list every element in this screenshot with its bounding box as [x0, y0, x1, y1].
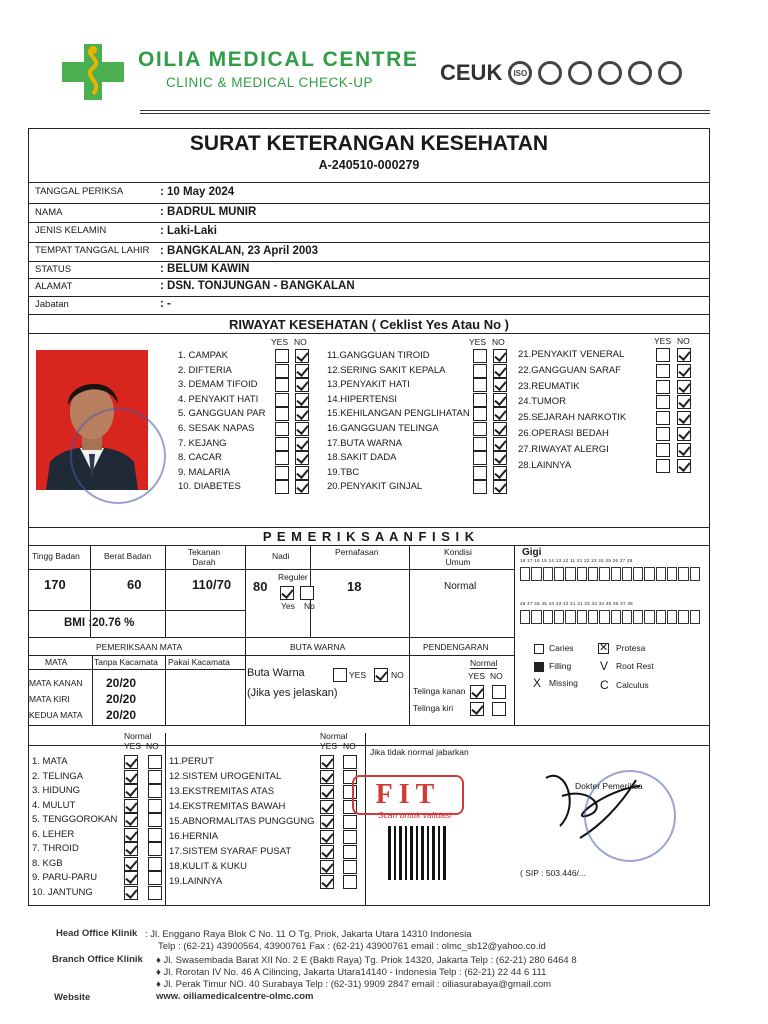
clinic-logo-icon	[60, 40, 126, 104]
yes-checkbox[interactable]	[473, 364, 487, 378]
head-office-label: Head Office Klinik	[56, 928, 138, 939]
clinic-name: OILIA MEDICAL CENTRE	[138, 48, 419, 71]
calculus-label: Calculus	[616, 680, 649, 690]
condition-header: Kondisi Umum	[444, 547, 472, 567]
organ-col2-no: NO	[343, 741, 356, 751]
bmi-value: BMI :20.76 %	[64, 617, 135, 629]
lower-teeth-numbers: 48 47 46 45 44 43 42 41 31 32 33 34 35 36 37 38	[520, 601, 633, 606]
calculus-symbol: C	[600, 678, 609, 692]
item-label: 4. PENYAKIT HATI	[178, 393, 259, 405]
field-label: TEMPAT TANGGAL LAHIR	[35, 245, 150, 256]
pulse-value: 80	[253, 579, 268, 594]
certification-logos	[440, 58, 682, 88]
item-label: 9. PARU-PARU	[32, 872, 98, 883]
color-blind-yes-label: YES	[349, 670, 367, 680]
yes-checkbox[interactable]	[124, 886, 138, 900]
eye-row-label: KEDUA MATA	[29, 710, 83, 720]
no-checkbox[interactable]	[295, 407, 309, 421]
no-checkbox[interactable]	[148, 871, 162, 885]
no-checkbox[interactable]	[148, 799, 162, 813]
eye-row-value: 20/20	[106, 692, 137, 706]
pulse-header: Nadi	[272, 551, 290, 561]
color-blind-no-label: NO	[391, 670, 404, 680]
eye-row-label: MATA KIRI	[29, 694, 70, 704]
abnormal-note: Jika tidak normal jabarkan	[370, 747, 469, 757]
field-label: JENIS KELAMIN	[35, 225, 107, 236]
field-value: : -	[160, 298, 171, 310]
no-checkbox[interactable]	[295, 422, 309, 436]
field-label: TANGGAL PERIKSA	[35, 186, 124, 197]
regular-label: Reguler	[278, 572, 308, 582]
item-label: 15.ABNORMALITAS PUNGGUNG	[169, 816, 315, 827]
doc-number: A-240510-000279	[318, 158, 420, 172]
field-label: STATUS	[35, 264, 72, 275]
hearing-header: PENDENGARAN	[423, 642, 489, 652]
regular-yes-label: Yes	[281, 601, 295, 611]
field-label: Jabatan	[35, 299, 69, 310]
yes-checkbox[interactable]	[473, 422, 487, 436]
no-checkbox[interactable]	[148, 755, 162, 769]
item-label: 10. JANTUNG	[32, 886, 93, 898]
yes-checkbox[interactable]	[320, 800, 334, 814]
organ-col2-normal: Normal	[320, 731, 348, 741]
item-label: 17.BUTA WARNA	[327, 437, 402, 449]
yes-checkbox[interactable]	[320, 860, 334, 874]
no-checkbox[interactable]	[295, 451, 309, 465]
item-label: 3. HIDUNG	[32, 785, 81, 796]
yes-checkbox[interactable]	[124, 784, 138, 798]
eye-col-header: MATA	[45, 657, 68, 667]
eye-exam-header: PEMERIKSAAN MATA	[96, 642, 183, 652]
no-checkbox[interactable]	[343, 875, 357, 889]
root-rest-symbol: V	[600, 659, 609, 673]
item-label: 12.SERING SAKIT KEPALA	[327, 364, 446, 376]
caries-label: Caries	[549, 643, 574, 653]
yes-checkbox[interactable]	[124, 813, 138, 827]
history-title: RIWAYAT KESEHATAN ( Ceklist Yes Atau No )	[228, 317, 510, 332]
color-blind-no-checkbox[interactable]	[374, 668, 388, 682]
yes-checkbox[interactable]	[473, 466, 487, 480]
physical-exam-title: P E M E R I K S A A N F I S I K	[262, 529, 476, 544]
yes-checkbox[interactable]	[473, 480, 487, 494]
eye-row-value: 20/20	[106, 708, 137, 722]
item-label: 5. GANGGUAN PAR	[178, 408, 266, 420]
right-ear-label: Telinga kanan	[413, 686, 466, 696]
item-label: 8. CACAR	[178, 452, 222, 464]
scan-note: Scan untuk validasi	[378, 810, 452, 820]
item-label: 27.RIWAYAT ALERGI	[518, 443, 609, 455]
yes-checkbox[interactable]	[473, 349, 487, 363]
doctor-stamp	[584, 770, 676, 862]
yes-checkbox[interactable]	[320, 845, 334, 859]
organ-col1-normal: Normal	[124, 731, 152, 741]
item-label: 22.GANGGUAN SARAF	[518, 364, 621, 376]
item-label: 4. MULUT	[32, 799, 76, 811]
with-glasses-header: Pakai Kacamata	[168, 657, 230, 667]
yes-checkbox[interactable]	[473, 378, 487, 392]
item-label: 14.EKSTREMITAS BAWAH	[169, 801, 286, 812]
field-label: NAMA	[35, 207, 63, 218]
no-checkbox[interactable]	[677, 380, 691, 394]
field-value: : BANGKALAN, 23 April 2003	[160, 245, 319, 257]
no-checkbox[interactable]	[493, 437, 507, 451]
no-checkbox[interactable]	[295, 480, 309, 494]
yes-checkbox[interactable]	[124, 842, 138, 856]
height-header: Tingg Badan	[32, 551, 80, 561]
fit-stamp: FIT	[352, 775, 464, 815]
item-label: 23.REUMATIK	[518, 380, 580, 392]
no-checkbox[interactable]	[493, 422, 507, 436]
gear-cert-icon	[538, 61, 562, 85]
item-label: 16.HERNIA	[169, 831, 219, 842]
item-label: 21.PENYAKIT VENERAL	[518, 349, 625, 360]
filling-swatch	[534, 662, 544, 672]
field-value: : BADRUL MUNIR	[160, 206, 257, 218]
organ-col2-yes: YES	[320, 741, 338, 751]
item-label: 3. DEMAM TIFOID	[178, 379, 258, 391]
no-checkbox[interactable]	[493, 451, 507, 465]
col2-no-header: NO	[492, 337, 505, 347]
branch-office-label: Branch Office Klinik	[52, 954, 143, 965]
doctor-sip: ( SIP : 503.446/...	[520, 868, 587, 878]
yes-checkbox[interactable]	[656, 348, 670, 362]
header-divider	[140, 110, 710, 114]
yes-checkbox[interactable]	[320, 830, 334, 844]
caries-swatch	[534, 644, 544, 654]
yes-checkbox[interactable]	[275, 364, 289, 378]
no-checkbox[interactable]	[148, 813, 162, 827]
yes-checkbox[interactable]	[124, 871, 138, 885]
doc-title: SURAT KETERANGAN KESEHATAN	[189, 132, 549, 155]
yes-checkbox[interactable]	[656, 395, 670, 409]
color-blind-note: (Jika yes jelaskan)	[247, 687, 338, 699]
weight-value: 60	[127, 577, 142, 592]
no-checkbox[interactable]	[148, 770, 162, 784]
organ-col1-no: NO	[146, 741, 159, 751]
branch-address-1: ♦ Jl. Swasembada Barat XII No. 2 E (Bakti Raya) Tg. Priok 14320, Jakarta Telp : (62-21) 280 6464 8	[156, 955, 577, 966]
item-label: 7. THROID	[32, 843, 79, 854]
yes-checkbox[interactable]	[275, 466, 289, 480]
yes-checkbox[interactable]	[320, 815, 334, 829]
yes-checkbox[interactable]	[275, 393, 289, 407]
field-label: ALAMAT	[35, 281, 73, 292]
no-checkbox[interactable]	[493, 364, 507, 378]
item-label: 2. TELINGA	[32, 770, 84, 782]
eye-row-value: 20/20	[106, 676, 137, 690]
col3-yes-header: YES	[654, 336, 672, 346]
yes-checkbox[interactable]	[656, 380, 670, 394]
yes-checkbox[interactable]	[320, 785, 334, 799]
regular-yes-checkbox[interactable]	[280, 586, 294, 600]
yes-checkbox[interactable]	[320, 875, 334, 889]
regular-no-checkbox[interactable]	[300, 586, 314, 600]
item-label: 11.PERUT	[169, 756, 214, 767]
head-office-contact: Telp : (62-21) 43900564, 43900761 Fax : (62-21) 43900761 email : olmc_sb12@yahoo.co.id	[158, 941, 546, 952]
hearing-no-label: NO	[490, 671, 503, 681]
yes-checkbox[interactable]	[275, 437, 289, 451]
yes-checkbox[interactable]	[656, 459, 670, 473]
yes-checkbox[interactable]	[275, 451, 289, 465]
item-label: 28.LAINNYA	[518, 459, 572, 471]
item-label: 6. LEHER	[32, 828, 75, 840]
yes-checkbox[interactable]	[124, 828, 138, 842]
no-checkbox[interactable]	[295, 378, 309, 392]
respiration-header: Pernafasan	[335, 547, 379, 557]
item-label: 5. TENGGOROKAN	[32, 814, 118, 825]
right-ear-yes-checkbox[interactable]	[470, 685, 484, 699]
no-checkbox[interactable]	[493, 393, 507, 407]
item-label: 1. CAMPAK	[178, 350, 228, 361]
protesa-swatch: ✕	[599, 642, 609, 654]
item-label: 2. DIFTERIA	[178, 364, 232, 376]
organ-col1-yes: YES	[124, 741, 142, 751]
no-checkbox[interactable]	[677, 364, 691, 378]
yes-checkbox[interactable]	[275, 422, 289, 436]
cog-icon	[658, 61, 682, 85]
yes-checkbox[interactable]	[275, 378, 289, 392]
bp-value: 110/70	[192, 577, 232, 592]
bp-header: Tekanan Darah	[187, 547, 221, 567]
yes-checkbox[interactable]	[656, 427, 670, 441]
item-label: 9. MALARIA	[178, 466, 231, 478]
no-checkbox[interactable]	[493, 378, 507, 392]
item-label: 13.EKSTREMITAS ATAS	[169, 786, 275, 797]
no-checkbox[interactable]	[148, 842, 162, 856]
item-label: 26.OPERASI BEDAH	[518, 428, 609, 439]
item-label: 18.KULIT & KUKU	[169, 861, 247, 872]
missing-label: Missing	[549, 678, 578, 688]
col3-no-header: NO	[677, 336, 690, 346]
yes-checkbox[interactable]	[656, 411, 670, 425]
item-label: 13.PENYAKIT HATI	[327, 379, 410, 391]
item-label: 24.TUMOR	[518, 396, 567, 408]
field-value: : BELUM KAWIN	[160, 263, 250, 275]
yes-checkbox[interactable]	[124, 799, 138, 813]
no-checkbox[interactable]	[343, 860, 357, 874]
left-ear-no-checkbox[interactable]	[492, 702, 506, 716]
yes-checkbox[interactable]	[275, 480, 289, 494]
item-label: 11.GANGGUAN TIROID	[327, 350, 430, 361]
yes-checkbox[interactable]	[473, 437, 487, 451]
hearing-yes-label: YES	[468, 671, 486, 681]
clinic-subtitle: CLINIC & MEDICAL CHECK-UP	[166, 75, 374, 90]
no-checkbox[interactable]	[295, 349, 309, 363]
item-label: 25.SEJARAH NARKOTIK	[518, 412, 627, 424]
upper-teeth-chart	[520, 567, 700, 581]
no-checkbox[interactable]	[493, 480, 507, 494]
missing-symbol: X	[533, 676, 542, 690]
doctor-label: Dokter Pemeriksa	[575, 781, 643, 791]
item-label: 1. MATA	[32, 756, 68, 767]
no-checkbox[interactable]	[295, 466, 309, 480]
yes-checkbox[interactable]	[473, 407, 487, 421]
crest-icon	[628, 61, 652, 85]
yes-checkbox[interactable]	[656, 364, 670, 378]
no-checkbox[interactable]	[493, 407, 507, 421]
iso-icon: ISO	[508, 61, 532, 85]
item-label: 20.PENYAKIT GINJAL	[327, 481, 423, 493]
item-label: 15.KEHILANGAN PENGLIHATAN	[327, 408, 470, 420]
emblem-icon	[598, 61, 622, 85]
yes-checkbox[interactable]	[275, 349, 289, 363]
yes-checkbox[interactable]	[124, 755, 138, 769]
item-label: 12.SISTEM UROGENITAL	[169, 771, 282, 782]
no-checkbox[interactable]	[677, 395, 691, 409]
field-value: : DSN. TONJUNGAN - BANGKALAN	[160, 280, 355, 292]
qr-code-icon[interactable]	[388, 826, 446, 880]
no-checkbox[interactable]	[295, 393, 309, 407]
no-checkbox[interactable]	[677, 459, 691, 473]
ce-uk-logo: CEUK	[440, 60, 503, 85]
yes-checkbox[interactable]	[320, 770, 334, 784]
clinic-stamp	[70, 408, 166, 504]
no-checkbox[interactable]	[343, 755, 357, 769]
item-label: 8. KGB	[32, 857, 63, 869]
regular-no-label: No	[304, 601, 315, 611]
yes-checkbox[interactable]	[124, 857, 138, 871]
yes-checkbox[interactable]	[124, 770, 138, 784]
yes-checkbox[interactable]	[473, 393, 487, 407]
no-checkbox[interactable]	[148, 828, 162, 842]
weight-header: Berat Badan	[104, 551, 152, 561]
filling-label: Filling	[549, 661, 572, 671]
no-glasses-header: Tanpa Kacamata	[94, 657, 158, 667]
no-checkbox[interactable]	[493, 466, 507, 480]
item-label: 16.GANGGUAN TELINGA	[327, 423, 439, 434]
no-checkbox[interactable]	[343, 830, 357, 844]
teeth-header: Gigi	[522, 547, 542, 558]
no-checkbox[interactable]	[295, 437, 309, 451]
item-label: 7. KEJANG	[178, 437, 227, 449]
color-blind-question: Buta Warna	[247, 667, 305, 679]
right-ear-no-checkbox[interactable]	[492, 685, 506, 699]
protesa-label: Protesa	[616, 643, 646, 653]
col2-yes-header: YES	[469, 337, 487, 347]
item-label: 19.LAINNYA	[169, 876, 223, 887]
no-checkbox[interactable]	[677, 348, 691, 362]
upper-teeth-numbers: 18 17 16 15 14 13 12 11 21 22 23 24 25 26 27 28	[520, 558, 633, 563]
left-ear-yes-checkbox[interactable]	[470, 702, 484, 716]
yes-checkbox[interactable]	[473, 451, 487, 465]
item-label: 10. DIABETES	[178, 481, 241, 493]
color-blind-header: BUTA WARNA	[290, 642, 346, 652]
no-checkbox[interactable]	[677, 411, 691, 425]
item-label: 17.SISTEM SYARAF PUSAT	[169, 846, 292, 857]
item-label: 6. SESAK NAPAS	[178, 423, 255, 434]
respiration-value: 18	[347, 579, 362, 594]
item-label: 19.TBC	[327, 466, 360, 478]
col1-no-header: NO	[294, 337, 307, 347]
no-checkbox[interactable]	[295, 364, 309, 378]
no-checkbox[interactable]	[343, 845, 357, 859]
no-checkbox[interactable]	[493, 349, 507, 363]
height-value: 170	[44, 577, 66, 592]
no-checkbox[interactable]	[148, 886, 162, 900]
no-checkbox[interactable]	[677, 427, 691, 441]
field-value: : Laki-Laki	[160, 225, 217, 237]
eye-row-label: MATA KANAN	[29, 678, 83, 688]
yes-checkbox[interactable]	[320, 755, 334, 769]
condition-value: Normal	[444, 581, 477, 592]
col1-yes-header: YES	[271, 337, 289, 347]
branch-address-3: ♦ Jl. Perak Timur NO. 40 Surabaya Telp : (62-31) 9909 2847 email : oiliasurabaya@gmail.com	[156, 979, 552, 990]
branch-address-2: ♦ Jl. Rorotan IV No. 46 A Cilincing, Jakarta Utara14140 - Indonesia Telp : (62-21) 22 44 6 111	[156, 967, 547, 978]
website-label: Website	[54, 992, 91, 1003]
yes-checkbox[interactable]	[275, 407, 289, 421]
item-label: 14.HIPERTENSI	[327, 393, 398, 405]
field-value: : 10 May 2024	[160, 186, 235, 198]
no-checkbox[interactable]	[148, 784, 162, 798]
left-ear-label: Telinga kiri	[413, 703, 454, 713]
root-rest-label: Root Rest	[616, 661, 654, 671]
hearing-normal-label: Normal	[470, 658, 498, 668]
no-checkbox[interactable]	[343, 815, 357, 829]
item-label: 18.SAKIT DADA	[327, 452, 397, 464]
head-office-address: : Jl. Enggano Raya Blok C No. 11 O Tg. Priok, Jakarta Utara 14310 Indonesia	[145, 929, 472, 940]
lower-teeth-chart	[520, 610, 700, 624]
color-blind-yes-checkbox[interactable]	[333, 668, 347, 682]
no-checkbox[interactable]	[148, 857, 162, 871]
globe-cert-icon	[568, 61, 592, 85]
website-link[interactable]: www. oiliamedicalcentre-olmc.com	[156, 991, 314, 1002]
yes-checkbox[interactable]	[656, 443, 670, 457]
no-checkbox[interactable]	[677, 443, 691, 457]
